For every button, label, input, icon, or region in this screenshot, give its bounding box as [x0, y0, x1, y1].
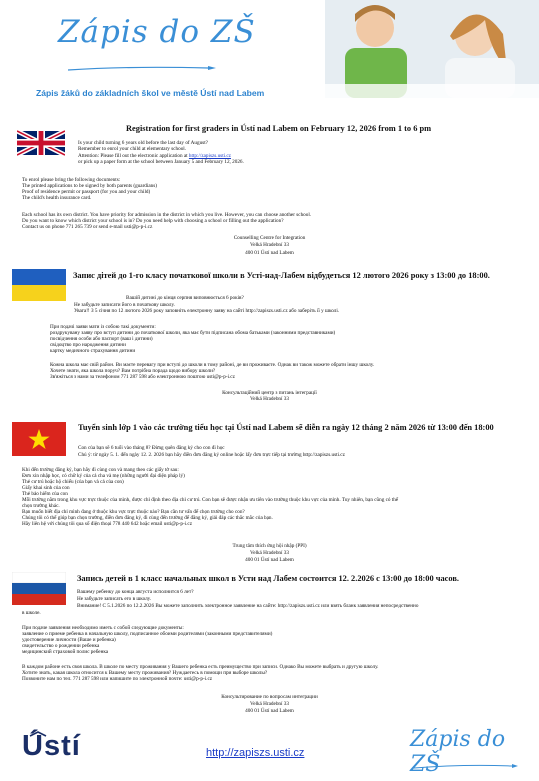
ukraine-flag-icon [12, 269, 66, 301]
body-line: Bạn muốn biết địa chỉ mình đang ở thuộc khu vực trực thuộc nào? Bạn cần tư vấn để chọn trường cho con? [22, 509, 245, 515]
body-line: Proof of residence permit or passport (for you and your child) [22, 189, 151, 195]
footer-logo: Zápis do ZŠ [410, 727, 506, 777]
body-line: Зв'яжіться з нами за телефоном 771 287 598 або електронною поштою usti@p-p-i.cz [50, 374, 235, 380]
intro-line: Chú ý: từ ngày 5. 1. đến ngày 12. 2. 2026 bạn hãy điền đơn đăng ký online hoặc lấy đơn trực tiếp tại trường http://zapiszs.usti.cz [78, 452, 345, 458]
body-line: The printed applications to be signed by both parents (guardians) [22, 183, 157, 189]
body-line: To enrol please bring the following documents: [22, 177, 121, 183]
footer-line: 400 01 Ústí nad Labem [245, 557, 294, 563]
body-line: Хотите знать, какая школа относится к Вашему месту проживания? Нуждаетесь в помощи при выборе школы? [22, 670, 268, 676]
russia-flag-icon [12, 572, 66, 605]
footer-line: Velká Hradební 33 [250, 701, 289, 707]
body-line: Đơn xin nhập học, có chữ ký của cả cha và mẹ (những người đại diện pháp lý) [22, 473, 185, 479]
intro-line: в школе. [22, 610, 41, 616]
footer-line: 400 01 Ústí nad Labem [245, 250, 294, 256]
body-line: картку медичного страхування дитини [50, 348, 136, 354]
body-line: роздрукувану заяву про вступ дитини до початкової школи, яка має бути підписана обома батьками (законними представниками) [50, 330, 336, 336]
body-line: Chúng tôi có thể giúp bạn chọn trường, điền đơn đăng ký, đi cùng đến trường để đăng ký, giải đáp các thắc mắc của bạn. [22, 515, 273, 521]
body-line: удостоверение личности (Ваше и ребенка) [22, 637, 116, 643]
body-line: При подаче заявления необходимо иметь с собой следующие документы: [22, 625, 184, 631]
body-line: Giấy khai sinh của con [22, 485, 70, 491]
body-line: свідоцтво про народження дитини [50, 342, 126, 348]
intro-line: Con của bạn sẽ 6 tuổi vào tháng 8? Đừng quên đăng ký cho con đi học [78, 445, 225, 451]
body-line: The child's health insurance card. [22, 195, 92, 201]
uk-flag-icon [17, 128, 65, 158]
footer-line: Velká Hradební 33 [250, 550, 289, 556]
body-line: медицинский страховой полис ребенка [22, 649, 109, 655]
usti-logo-mark-icon [28, 724, 54, 730]
body-line: заявление о приеме ребенка в начальную школу, подписанное обоими родителями (законными представителями) [22, 631, 273, 637]
footer-line: Trung tâm thích ứng hội nhập (PPI) [232, 543, 307, 549]
body-line: Позвоните нам по тел. 771 287 598 или напишите по электронной почте: usti@p-p-i.cz [22, 676, 213, 682]
section-title: Tuyển sinh lớp 1 vào các trường tiểu học tại Ústí nad Labem sẽ diễn ra ngày 12 tháng 2 năm 2026 từ 13:00 đến 18:00 [78, 423, 494, 432]
footer-line: 400 01 Ústí nad Labem [245, 708, 294, 714]
application-link[interactable]: http://zapiszs.usti.cz [188, 153, 231, 159]
intro-line: Вашему ребенку до конца августа исполнится 6 лет? [77, 589, 194, 595]
footer-line: Velká Hradební 33 [250, 396, 289, 402]
usti-logo [22, 730, 81, 762]
body-line: посвідчення особи або паспорт (ваш і дитини) [50, 336, 153, 342]
body-line: Each school has its own district. You have priority for admission in the district in which you live. However, you can choose another school. [22, 212, 312, 218]
body-line: Thẻ bảo hiểm của con [22, 491, 68, 497]
pencil-icon [414, 756, 518, 761]
body-line: Khi đến trường đăng ký, bạn hãy đi cùng con và mang theo các giấy tờ sau: [22, 467, 179, 473]
children-photo [325, 0, 539, 98]
section-title: Registration for first graders in Ústí nad Labem on February 12, 2026 from 1 to 6 pm [126, 124, 432, 133]
body-line: chọn trường khác. [22, 503, 60, 509]
footer-line: Velká Hradební 33 [250, 242, 289, 248]
intro-line: Attention: Please fill out the electronic application at http://zapiszs.usti.cz [78, 153, 231, 159]
footer-line: Counselling Centre for Integration [233, 235, 306, 241]
body-line: Thẻ cư trú hoặc hộ chiếu (của bạn và cả của con) [22, 479, 124, 485]
intro-line: Внимание! С 5.1.2026 по 12.2.2026 Вы можете заполнить электронное заявление на сайте: http://zapiszs.usti.cz или взять бланк заявления непосредственно [77, 603, 419, 609]
body-line: При подачі заяви мати із собою такі документи: [50, 324, 156, 330]
footer-line: Консультирование по вопросам интеграции [221, 694, 318, 700]
intro-line: Увага!! З 5 січня по 12 лютого 2026 року заповніть електронну заяву на сайті http://zapiszs.usti.cz або заберіть її у школі. [74, 308, 340, 314]
header [0, 0, 539, 110]
intro-line: Вашій дитині до кінця серпня виповнюється 6 років? [126, 295, 244, 301]
body-line: Hãy liên hệ với chúng tôi qua số điện thoại 778 440 642 hoặc email usti@p-p-i.cz [22, 521, 193, 527]
body-line: В каждом районе есть своя школа. В школе по месту проживания у Вашего ребенка есть преимущество при записи. Однако Вы можете выбрать и другую школу. [22, 664, 379, 670]
footer-line: Консультаційний центр з питань інтеграції [222, 390, 317, 396]
footer-url-link[interactable]: http://zapiszs.usti.cz [206, 747, 305, 759]
body-line: Mỗi trường nằm trong khu vực trực thuộc của mình, được chỉ định theo địa chỉ cư trú. Con bạn sẽ được nhận ưu tiên vào trường thuộc khu vực của mình. Tuy nhiên, bạn cũng có thể [22, 497, 399, 503]
intro-line: or pick up a paper form at the school between January 5 and February 12, 2026. [78, 159, 244, 165]
bottom-bar [0, 718, 539, 781]
intro-line: Remember to enrol your child at elementary school. [78, 146, 187, 152]
usti-logo-text: Ústí [22, 730, 81, 762]
section-title: Запись детей в 1 класс начальных школ в Усти над Лабем состоится 12. 2.2026 с 13:00 до 18:00 часов. [77, 574, 459, 583]
intro-line: Не забудьте записать его в школу. [77, 596, 152, 602]
body-line: Кожна школа має свій район. Ви маєте перевагу при вступі до школи в тому районі, де ви проживаєте. Однак ви також можете обрати іншу школу. [50, 362, 375, 368]
body-line: свидетельство о рождении ребенка [22, 643, 100, 649]
vietnam-flag-icon [12, 422, 66, 456]
body-line: Do you want to know which district your school is in? Do you need help with choosing a school or filling out the application? [22, 218, 284, 224]
body-line: Contact us on phone 771 265 739 or send e-mail usti@p-p-i.cz [22, 224, 153, 230]
section-title: Запис дітей до 1-го класу початкової школи в Усті-над-Лабем відбудеться 12 лютого 2026 року з 13:00 до 18:00. [73, 271, 490, 280]
intro-line: Не забудьте записати його в початкову школу. [74, 302, 175, 308]
body-line: Хочете знати, яка школа поруч? Вам потрібна порада щодо вибору школи? [50, 368, 216, 374]
header-subtitle: Zápis žáků do základních škol ve městě Ústí nad Labem [36, 88, 265, 98]
intro-line: Is your child turning 6 years old before the last day of August? [78, 140, 208, 146]
header-logo: Zápis do ZŠ [58, 14, 256, 50]
pencil-icon [68, 58, 216, 63]
